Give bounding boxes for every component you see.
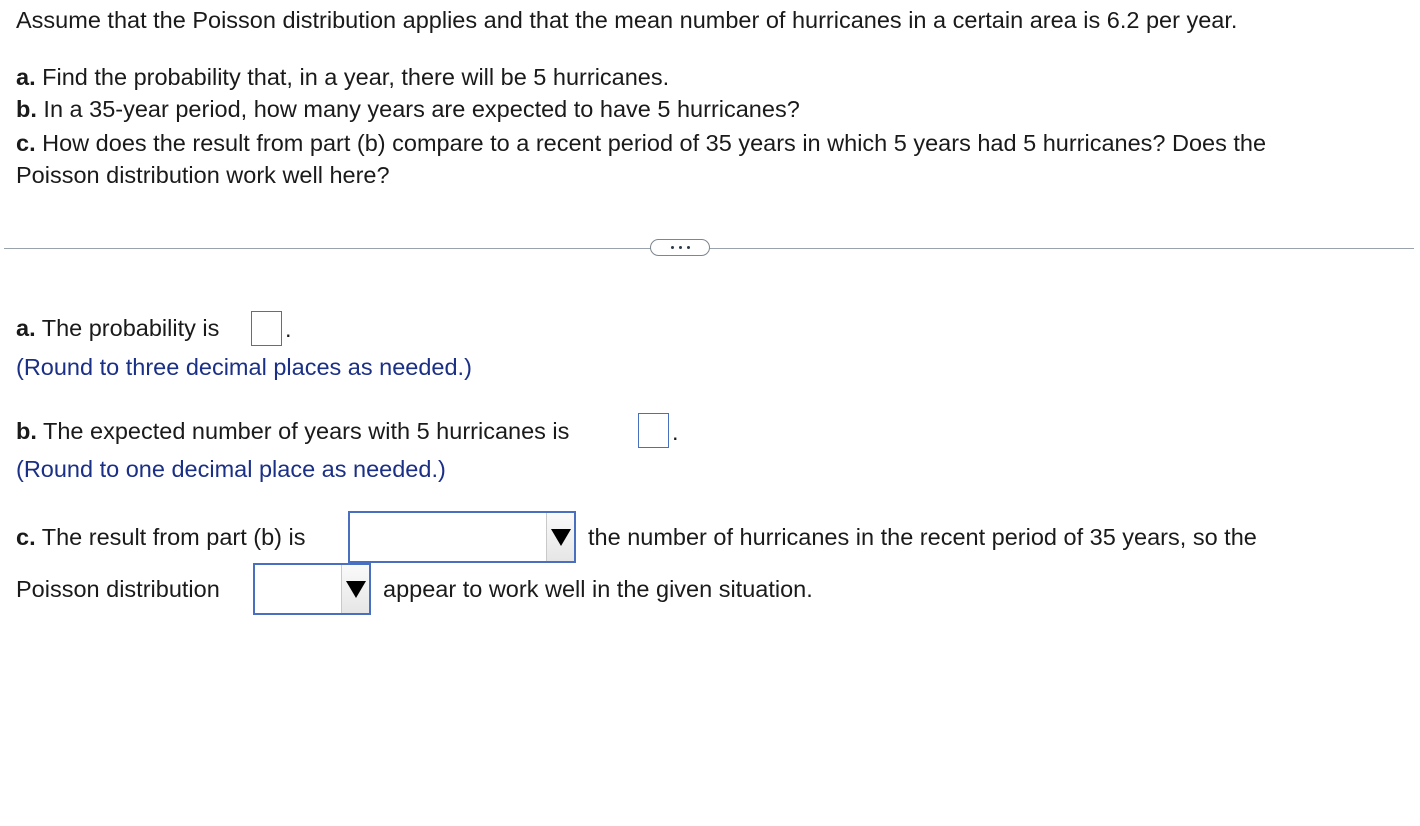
part-c-text-line1: How does the result from part (b) compare to a recent period of 35 years in which 5 years had 5 hurricanes? Does the	[42, 130, 1267, 156]
probability-input[interactable]	[251, 311, 282, 346]
part-a-text: Find the probability that, in a year, there will be 5 hurricanes.	[42, 64, 670, 90]
answer-c-text-before: The result from part (b) is	[41, 524, 306, 550]
comparison-dropdown[interactable]	[348, 511, 576, 563]
answer-b-label: b.	[16, 418, 37, 444]
expected-years-input[interactable]	[638, 413, 669, 448]
part-a-label: a.	[16, 64, 36, 90]
expand-button[interactable]	[650, 239, 710, 256]
question-part-b	[16, 94, 800, 124]
dropdown-arrow-button[interactable]	[341, 565, 369, 613]
chevron-down-icon	[346, 581, 366, 598]
question-part-c	[16, 128, 1266, 158]
answer-c-text-after: the number of hurricanes in the recent period of 35 years, so the	[588, 524, 1257, 550]
part-b-label: b.	[16, 96, 37, 122]
question-intro: Assume that the Poisson distribution applies and that the mean number of hurricanes in a certain area is 6.2 per year.	[16, 7, 1238, 33]
answer-a-period: .	[285, 316, 292, 342]
answer-c-line2-before: Poisson distribution	[16, 576, 220, 602]
answer-a-hint: (Round to three decimal places as needed.)	[16, 354, 472, 380]
answer-a-line	[16, 313, 219, 343]
answer-b-line	[16, 416, 569, 446]
poisson-works-dropdown[interactable]	[253, 563, 371, 615]
question-part-a	[16, 62, 669, 92]
answer-b-period: .	[672, 419, 679, 445]
ellipsis-dot	[679, 246, 682, 249]
part-c-label: c.	[16, 130, 36, 156]
question-part-c-line2: Poisson distribution work well here?	[16, 162, 390, 188]
answer-b-text: The expected number of years with 5 hurricanes is	[43, 418, 570, 444]
answer-a-label: a.	[16, 315, 36, 341]
answer-b-hint: (Round to one decimal place as needed.)	[16, 456, 446, 482]
part-b-text: In a 35-year period, how many years are expected to have 5 hurricanes?	[43, 96, 800, 122]
ellipsis-icon	[671, 246, 674, 249]
answer-c-label: c.	[16, 524, 36, 550]
answer-c-line2-after: appear to work well in the given situation.	[383, 576, 813, 602]
dropdown-arrow-button[interactable]	[546, 513, 574, 561]
answer-a-text: The probability is	[41, 315, 220, 341]
answer-c-line1	[16, 522, 306, 552]
ellipsis-dot	[687, 246, 690, 249]
chevron-down-icon	[551, 529, 571, 546]
